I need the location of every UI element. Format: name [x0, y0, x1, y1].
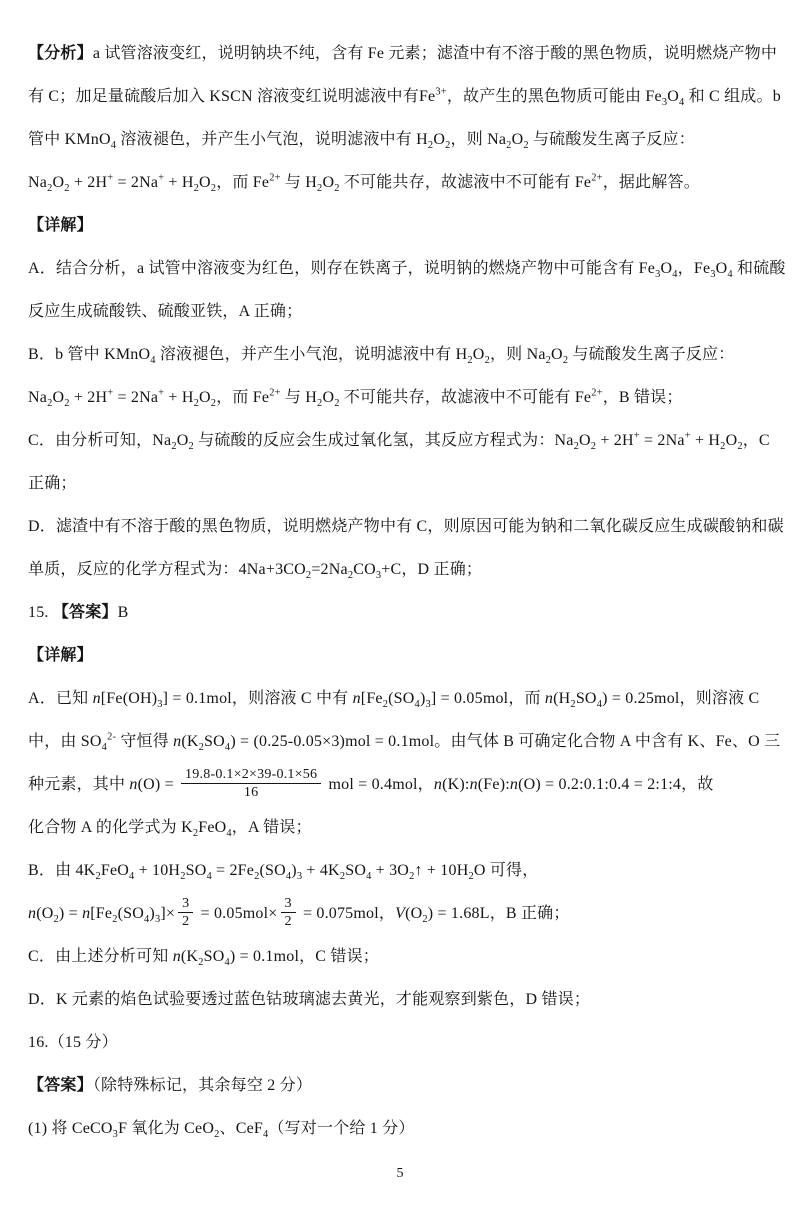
text-line: 15. 【答案】B: [28, 604, 129, 621]
text-line: 【分析】a 试管溶液变红，说明钠块不纯，含有 Fe 元素；滤渣中有不溶于酸的黑色物质，说明燃烧产物中: [28, 45, 778, 62]
fraction: $\frac{3}{2}$: [281, 895, 296, 930]
text-line: 管中 KMnO$_4$ 溶液褪色，并产生小气泡，说明滤液中有 $H_2O_2$，则 $Na_2O_2$ 与硫酸发生离子反应：: [28, 131, 695, 152]
text-line: 反应生成硫酸铁、硫酸亚铁，A 正确；: [28, 303, 303, 320]
text-line: D．滤渣中有不溶于酸的黑色物质，说明燃烧产物中有 C，则原因可能为钠和二氧化碳反应生成碳酸钠和碳: [28, 518, 784, 535]
text-line: 中，由 $SO_4^{2-}$ 守恒得 $n(K_2SO_4) = (0.25-0.05\times 3)mol = 0.1mol$。由气体 B 可确定化合物 A 中含有 K、Fe、O 三: [28, 731, 781, 754]
text-line: A．已知 $n[Fe(OH)_3] = 0.1mol$，则溶液 C 中有 $n[Fe_2(SO_4)_3] = 0.05mol$，而 $n(H_2SO_4) = 0.25mol$，则溶液 C: [28, 690, 760, 711]
text-line: 【答案】（除特殊标记，其余每空 2 分）: [28, 1077, 313, 1094]
text-line: A．结合分析，a 试管中溶液变为红色，则存在铁离子，说明钠的燃烧产物中可能含有 $Fe_3O_4$，$Fe_3O_4$ 和硫酸: [28, 260, 786, 281]
text-line: 种元素，其中 n(O) = $\frac{19.8-0.1\times 2\times 39-0.1\times 56}{16}$ mol = 0.4mol，n(K):​n(Fe):​n(O) = 0.2:0.1:0.4 = 2:1:4，故: [28, 765, 714, 800]
text-line: D．K 元素的焰色试验要透过蓝色钴玻璃滤去黄光，才能观察到紫色，D 错误；: [28, 991, 591, 1008]
text-line: 【详解】: [28, 647, 93, 664]
text-line: $n(O_2) = n[Fe_2(SO_4)_3]\times$ $\frac{3}{2}$ = 0.05mol× $\frac{3}{2}$ = 0.075mol，$V(O_2) = 1.68L$，B 正确；: [28, 894, 570, 929]
text-line: 化合物 A 的化学式为 $K_2FeO_4$，A 错误；: [28, 819, 312, 840]
text-line: $Na_2O_2 + 2H^+ = 2Na^+ + H_2O_2$，而 $Fe^{2+}$ 与 $H_2O_2$ 不可能共存，故滤液中不可能有 $Fe^{2+}$，据此解答。: [28, 172, 700, 195]
text-line: B．b 管中 KMnO$_4$ 溶液褪色，并产生小气泡，说明滤液中有 $H_2O_2$，则 $Na_2O_2$ 与硫酸发生离子反应：: [28, 346, 735, 367]
fraction: $\frac{19.8-0.1\times 2\times 39-0.1\times 56}{16}$: [181, 766, 321, 801]
text-line: C．由上述分析可知 $n(K_2SO_4) = 0.1mol$，C 错误；: [28, 948, 379, 969]
fraction: $\frac{3}{2}$: [178, 895, 193, 930]
text-line: $Na_2O_2 + 2H^+ = 2Na^+ + H_2O_2$，而 $Fe^{2+}$ 与 $H_2O_2$ 不可能共存，故滤液中不可能有 $Fe^{2+}$，B 错误；: [28, 387, 683, 410]
text-line: 16.（15 分）: [28, 1034, 118, 1051]
text-line: 正确；: [28, 475, 77, 492]
document-body: [28, 32, 786, 1150]
text-line: 有 C；加足量硫酸后加入 KSCN 溶液变红说明滤液中有$Fe^{3+}$，故产生的黑色物质可能由 $Fe_3O_4$ 和 C 组成。b: [28, 86, 781, 109]
text-line: C．由分析可知，$Na_2O_2$ 与硫酸的反应会生成过氧化氢，其反应方程式为：$Na_2O_2 + 2H^+ = 2Na^+ + H_2O_2$，C: [28, 430, 770, 453]
text-line: B．由 $4K_2FeO_4 + 10H_2SO_4 = 2Fe_2(SO_4)_3 + 4K_2SO_4$ + $3O_2↑ + 10H_2O$ 可得，: [28, 862, 539, 883]
page-number: 5: [396, 1166, 404, 1181]
text-line: (1) 将 CeCO$_3$F 氧化为 CeO$_2$、CeF$_4$（写对一个给 1 分）: [28, 1120, 415, 1141]
text-line: 【详解】: [28, 217, 93, 234]
text-line: 单质，反应的化学方程式为：$4Na+3CO_2=2Na_2CO_3+C$，D 正确；: [28, 561, 483, 582]
